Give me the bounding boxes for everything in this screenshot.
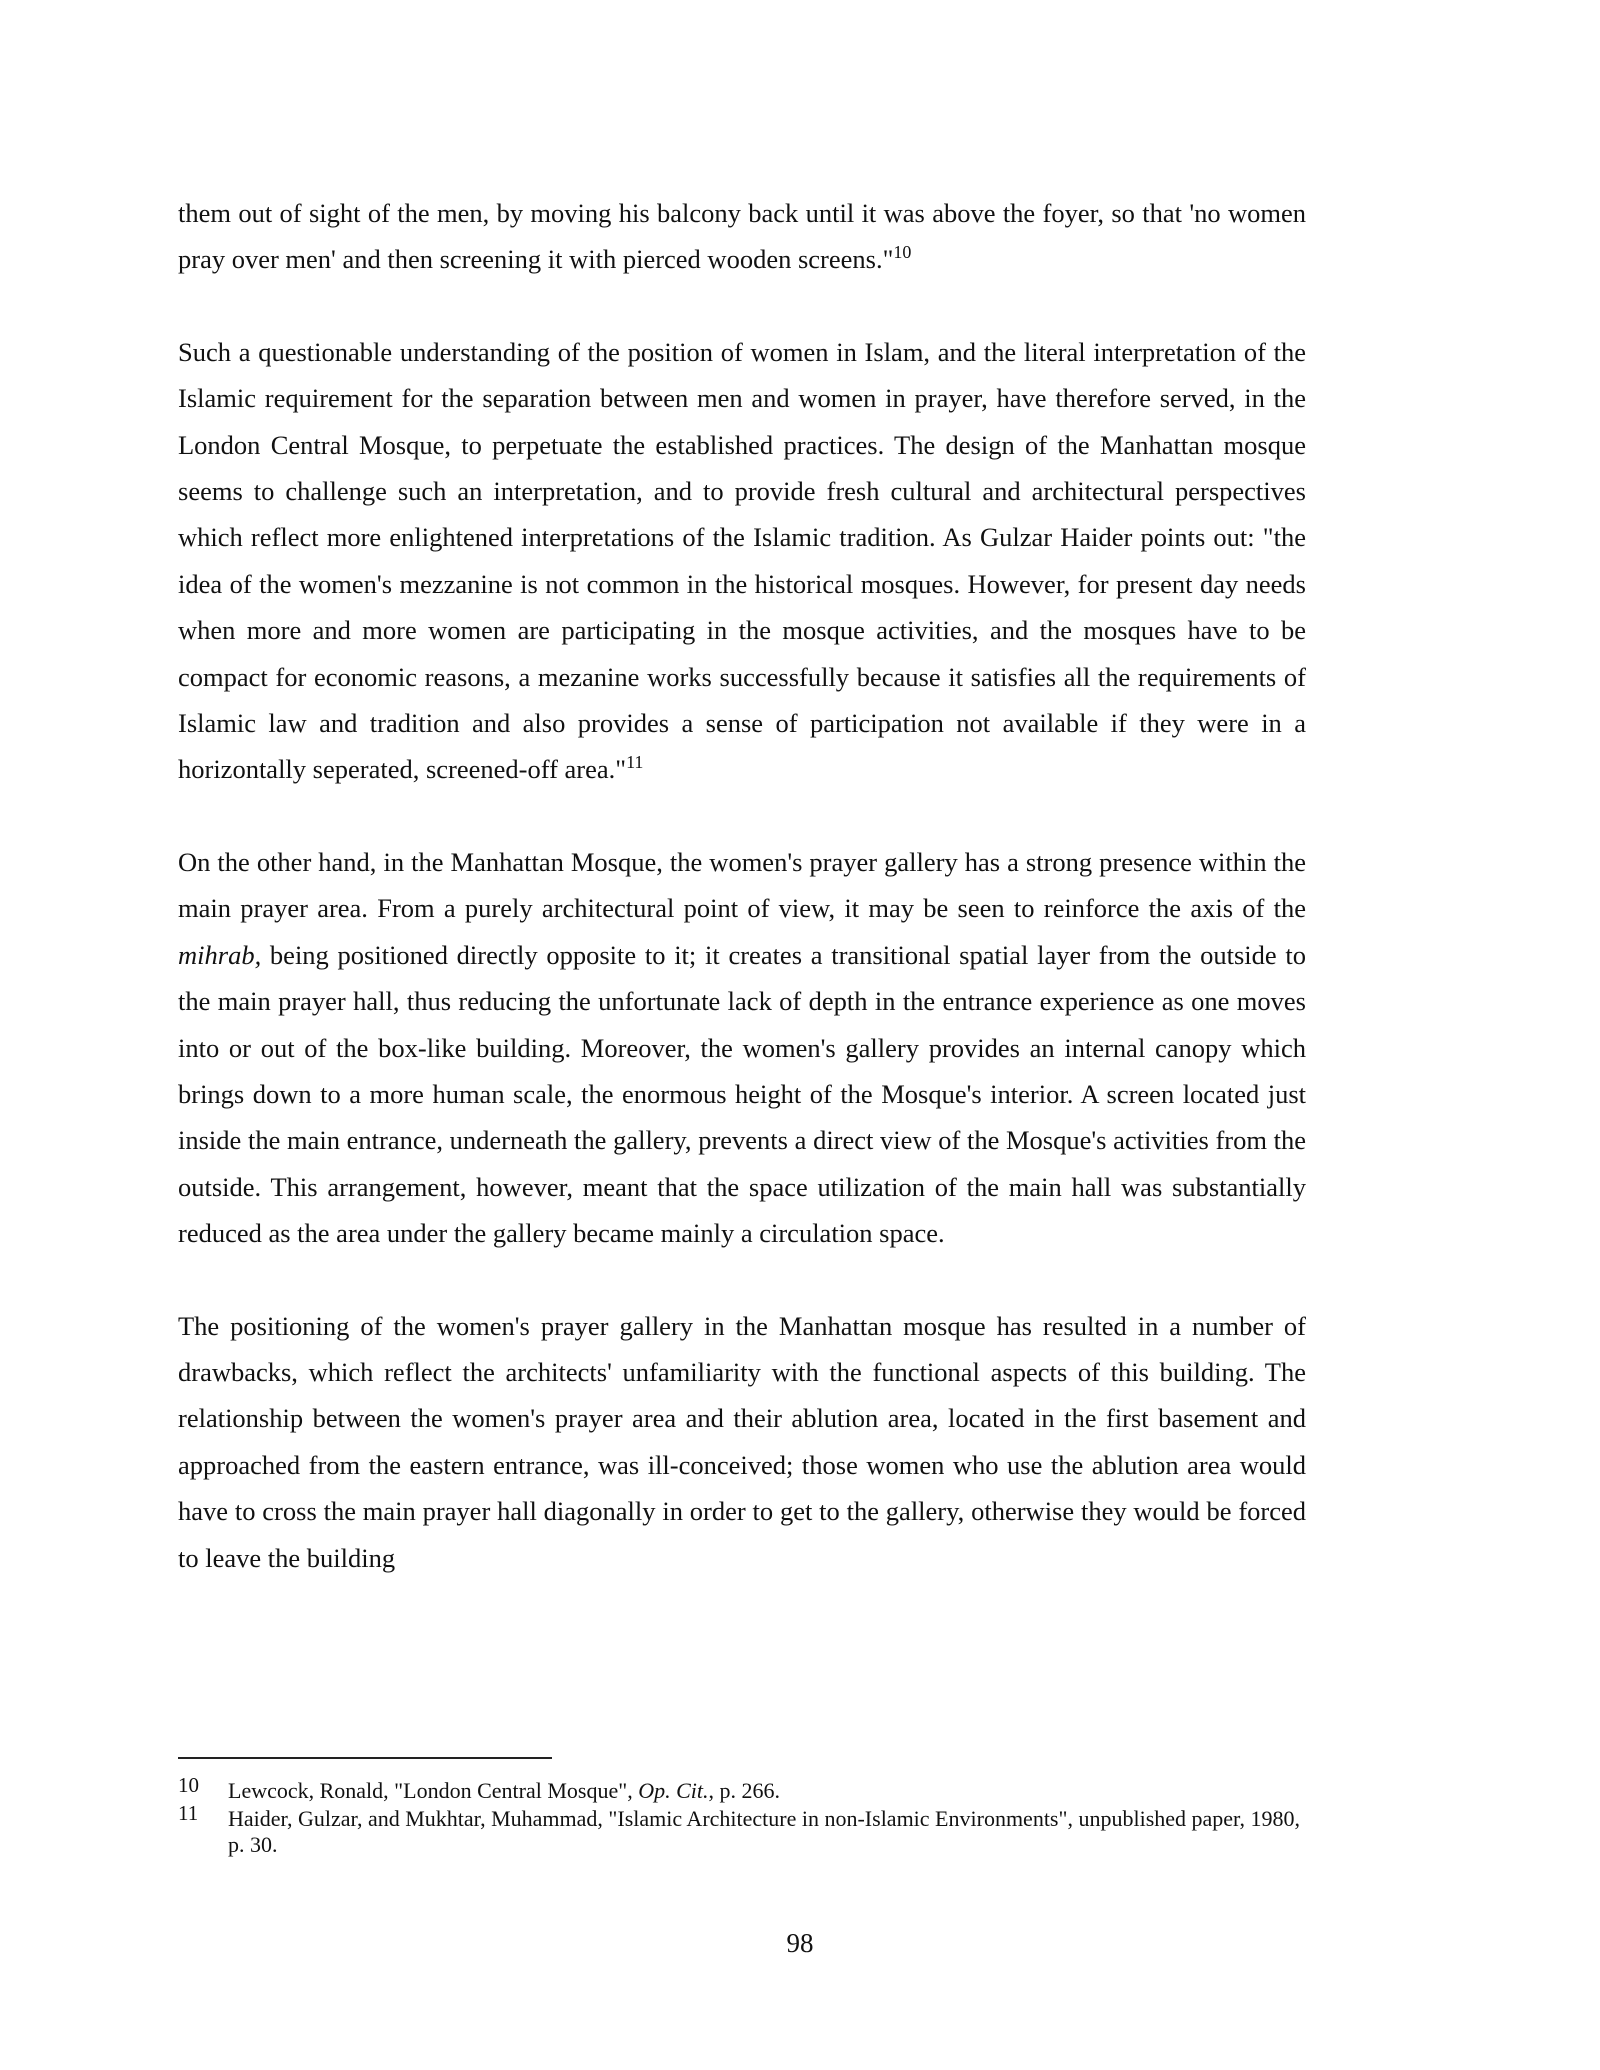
paragraph-4-text: The positioning of the women's prayer gallery in the Manhattan mosque has resulted in a number of drawbacks, which reflect the architects' unfamiliarity with the functional aspects of this building. The relationship between the women's prayer area and their ablution area, located in the first basement and approached from the eastern entrance, was ill-conceived; those women who use the ablution area would have to cross the main prayer hall diagonally in order to get to the gallery, otherwise they would be forced to leave the building xyxy=(178,1310,1306,1573)
body-text xyxy=(178,190,1306,1627)
paragraph-4 xyxy=(178,1303,1306,1581)
footnote-text-start: Lewcock, Ronald, "London Central Mosque", xyxy=(228,1778,639,1803)
paragraph-3-text-end: being positioned directly opposite to it; it creates a transitional spatial layer from the outside to the main prayer hall, thus reducing the unfortunate lack of depth in the entrance experience as one moves into or out of the box-like building. Moreover, the women's gallery provides an internal canopy which brings down to a more human scale, the enormous height of the Mosque's interior. A screen located just inside the main entrance, underneath the gallery, prevents a direct view of the Mosque's activities from the outside. This arrangement, however, meant that the space utilization of the main hall was substantially reduced as the area under the gallery became mainly a circulation space. xyxy=(178,939,1306,1249)
footnote-ref-11[interactable]: 11 xyxy=(626,752,644,773)
paragraph-3 xyxy=(178,839,1306,1257)
paragraph-2-text: Such a questionable understanding of the position of women in Islam, and the literal interpretation of the Islamic requirement for the separation between men and women in prayer, have therefore served, in the London Central Mosque, to perpetuate the established practices. The design of the Manhattan mosque seems to challenge such an interpretation, and to provide fresh cultural and architectural perspectives which reflect more enlightened interpretations of the Islamic tradition. As Gulzar Haider points out: "the idea of the women's mezzanine is not common in the historical mosques. However, for present day needs when more and more women are participating in the mosque activities, and the mosques have to be compact for economic reasons, a mezanine works successfully because it satisfies all the requirements of Islamic law and tradition and also provides a sense of participation not available if they were in a horizontally seperated, screened-off area." xyxy=(178,336,1306,785)
paragraph-3-text-start: On the other hand, in the Manhattan Mosque, the women's prayer gallery has a strong presence within the main prayer area. From a purely architectural point of view, it may be seen to reinforce the axis of the xyxy=(178,846,1306,924)
footnote-ref-10[interactable]: 10 xyxy=(893,242,912,263)
footnotes xyxy=(178,1773,1306,1860)
footnote-divider xyxy=(178,1757,552,1759)
paragraph-1 xyxy=(178,190,1306,283)
footnote-11 xyxy=(178,1801,1306,1858)
paragraph-1-text: them out of sight of the men, by moving his balcony back until it was above the foyer, so that 'no women pray over men' and then screening it with pierced wooden screens." xyxy=(178,198,1306,275)
footnote-italic: Op. Cit. xyxy=(638,1778,709,1803)
footnote-text-end: , p. 266. xyxy=(708,1778,781,1803)
footnote-number: 11 xyxy=(178,1801,199,1825)
paragraph-2 xyxy=(178,329,1306,793)
footnote-number: 10 xyxy=(178,1773,199,1797)
footnote-text: Haider, Gulzar, and Mukhtar, Muhammad, "Islamic Architecture in non-Islamic Environments", unpublished paper, 1980, p. 30. xyxy=(228,1806,1300,1857)
page-number: 98 xyxy=(786,1928,814,1958)
footnote-10 xyxy=(178,1773,1306,1804)
paragraph-3-italic-term: mihrab, xyxy=(178,939,262,970)
